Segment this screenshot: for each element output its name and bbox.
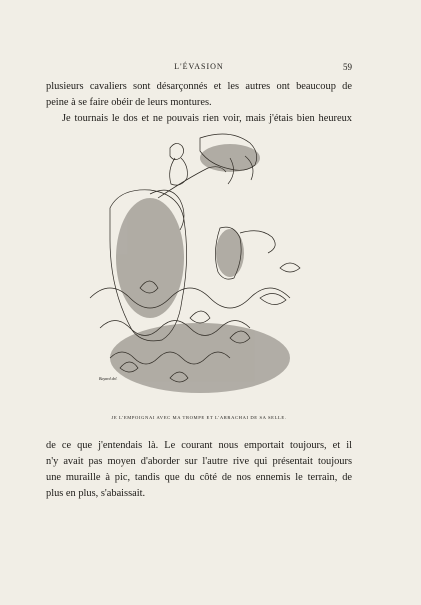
paragraph-top bbox=[46, 79, 352, 127]
engraving-illustration bbox=[80, 128, 320, 408]
text-line: Je tournais le dos et ne pouvais rien voir, mais j'étais bien heureux bbox=[62, 113, 352, 124]
page-number: 59 bbox=[343, 62, 352, 72]
chapter-title: L'ÉVASION bbox=[174, 62, 224, 71]
text-line: n'y avait pas moyen d'aborder sur l'autre rive qui présentait toujours bbox=[46, 456, 352, 467]
text-line: peine à se faire obéir de leurs montures. bbox=[46, 97, 212, 108]
running-header bbox=[46, 62, 352, 74]
artist-signature: Bayard del. bbox=[99, 376, 118, 381]
text-line: de ce que j'entendais là. Le courant nous emportait toujours, et il bbox=[46, 440, 352, 451]
text-line: plusieurs cavaliers sont désarçonnés et les autres ont beaucoup de bbox=[46, 81, 352, 92]
figure-caption: JE L'EMPOIGNAI AVEC MA TROMPE ET L'ARRACHAI DE SA SELLE. bbox=[111, 415, 287, 420]
text-line: une muraille à pic, tandis que du côté de nos ennemis le terrain, de bbox=[46, 472, 352, 483]
text-line: plus en plus, s'abaissait. bbox=[46, 488, 146, 499]
paragraph-bottom bbox=[46, 438, 352, 502]
